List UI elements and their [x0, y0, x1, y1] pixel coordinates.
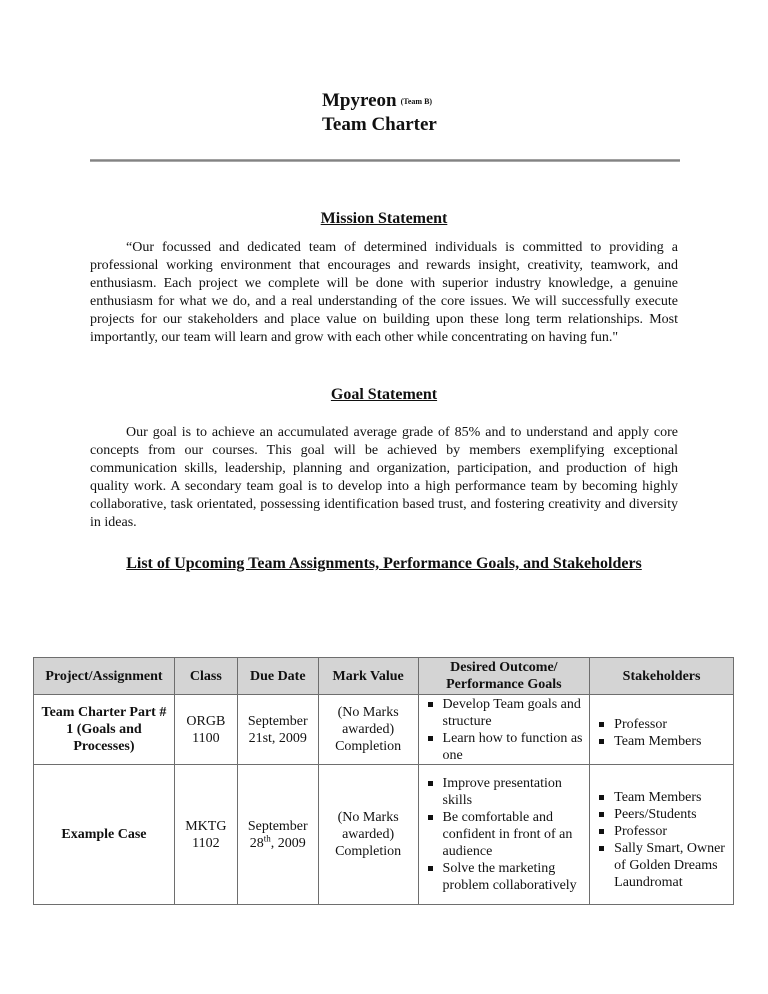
mark-line: (No Marks [337, 810, 399, 825]
col-stakeholders: Stakeholders [590, 658, 734, 695]
goal-item: Improve presentation skills [423, 775, 586, 809]
mark-value-cell [318, 765, 418, 905]
stakeholder-item: Peers/Students [594, 806, 729, 823]
due-month: September [247, 818, 308, 834]
goal-item: Be comfortable and confident in front of an audience [423, 809, 586, 860]
stakeholder-item: Sally Smart, Owner of Golden Dreams Laundromat [594, 840, 729, 891]
table-row [34, 765, 734, 905]
mark-line: awarded) [342, 722, 395, 737]
class-code: MKTG [185, 818, 227, 834]
due-day-year [242, 832, 314, 852]
project-cell: Example Case [34, 765, 175, 905]
horizontal-rule [90, 159, 680, 162]
goals-cell [418, 765, 590, 905]
org-name: Mpyreon [322, 90, 397, 111]
stakeholder-item: Professor [594, 823, 729, 840]
mark-line: Completion [335, 844, 402, 859]
goal-item: Develop Team goals and structure [423, 696, 586, 730]
stakeholder-item: Professor [594, 716, 729, 733]
mark-value-cell [318, 695, 418, 765]
assignments-heading: List of Upcoming Team Assignments, Performance Goals, and Stakeholders [126, 555, 642, 572]
table-header-row [34, 658, 734, 695]
goal-text: Our goal is to achieve an accumulated average grade of 85% and to understand and apply core concepts from our courses. This goal will be achieved by members exemplifying exceptional communication skills, leadership, planning and organization, participation, and production of high quality work. A secondary team goal is to develop into a high performance team by becoming highly collaborative, task orientated, possessing identification based trust, and fostering creativity and diversity in ideas. [90, 425, 678, 530]
mission-heading: Mission Statement [320, 210, 448, 227]
class-cell [174, 765, 237, 905]
due-month: September [247, 713, 308, 729]
due-day-year: 21st, 2009 [248, 730, 307, 746]
due-date-cell [237, 695, 318, 765]
stakeholder-item: Team Members [594, 733, 729, 750]
class-number: 1100 [192, 730, 220, 746]
doc-title: Team Charter [322, 114, 437, 135]
goal-item: Solve the marketing problem collaboratively [423, 860, 586, 894]
class-code: ORGB [186, 713, 226, 729]
col-due-date: Due Date [237, 658, 318, 695]
stakeholders-cell [590, 695, 734, 765]
team-label: (Team B) [400, 97, 433, 106]
mission-text: “Our focussed and dedicated team of determined individuals is committed to providing a professional working environment that encourages and rewards insight, creativity, teamwork, and enthusiasm. Each project we complete will be done with superior industry knowledge, a genuine enthusiasm for what we do, and a real understanding of the core issues. We will successfully execute projects for our stakeholders and place value on building upon these long term relationships. Most importantly, our team will learn and grow with each other while concentrating on having fun." [90, 240, 678, 345]
goals-cell [418, 695, 590, 765]
col-desired-outcome: Desired Outcome/ Performance Goals [418, 658, 590, 695]
goal-heading: Goal Statement [330, 386, 438, 403]
stakeholders-cell [590, 765, 734, 905]
table-row [34, 695, 734, 765]
project-cell: Team Charter Part # 1 (Goals and Processes) [34, 695, 175, 765]
ordinal-suffix: th [263, 832, 271, 843]
mark-line: Completion [335, 739, 402, 754]
document-title [322, 90, 437, 137]
assignments-table [33, 657, 734, 905]
goal-item: Learn how to function as one [423, 730, 586, 764]
due-year: , 2009 [270, 835, 306, 851]
col-class: Class [174, 658, 237, 695]
stakeholder-item: Team Members [594, 789, 729, 806]
col-mark-value: Mark Value [318, 658, 418, 695]
mark-line: (No Marks [337, 705, 399, 720]
class-number: 1102 [192, 835, 220, 851]
due-day: 28 [249, 835, 264, 851]
col-project: Project/Assignment [34, 658, 175, 695]
due-date-cell [237, 765, 318, 905]
mark-line: awarded) [342, 827, 395, 842]
class-cell [174, 695, 237, 765]
